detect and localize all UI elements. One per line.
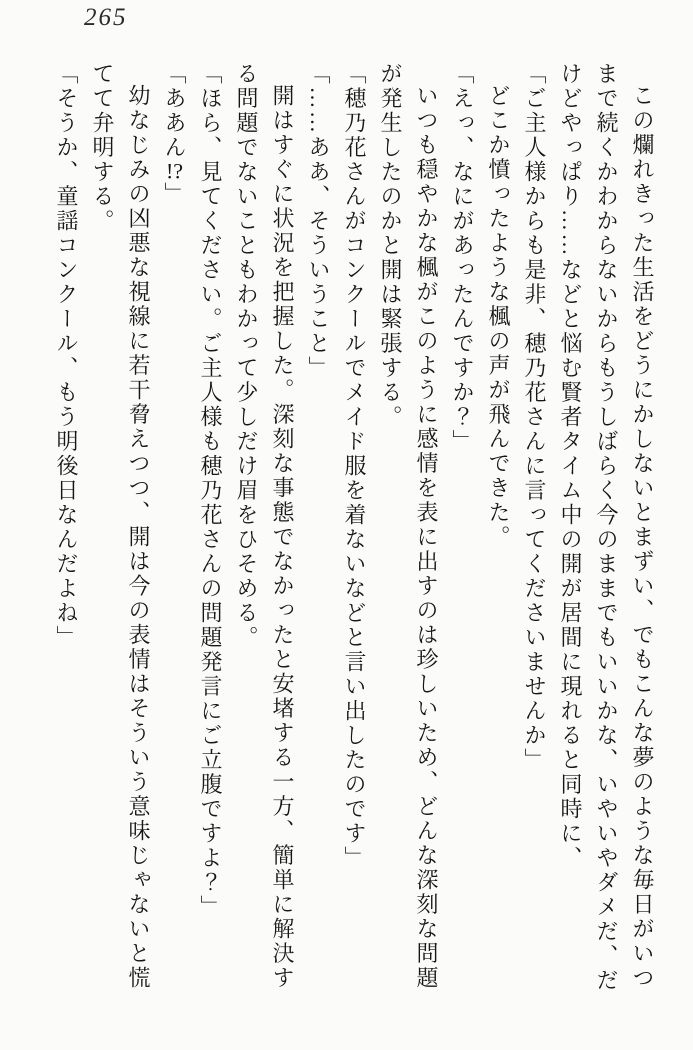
tatechuyoko-interrobang: !? <box>165 160 184 182</box>
paragraph-dialogue: 「……ああ、そういうこと」 <box>306 62 331 381</box>
dialogue-text-pre: 「ああん <box>162 62 187 160</box>
paragraph-narration: 幼なじみの凶悪な視線に若干脅えつつ、開は今の表情はそういう意味じゃないと慌てて弁明する。 <box>90 62 151 991</box>
paragraph-narration: どこか憤ったような楓の声が飛んできた。 <box>486 84 511 550</box>
paragraph-narration: この爛れきった生活をどうにかしないとまずい、でもこんな夢のような毎日がいつまで続くかわからないからもうしばらく今のままでもいいかな、いやいやダメだ、だけどやっぱり……などと悩む賢者タイム中の開が居間に現れると同時に、 <box>558 62 655 993</box>
page-number: 265 <box>84 4 128 31</box>
paragraph-narration: 開はすぐに状況を把握した。深刻な事態でなかったと安堵する一方、簡単に解決する問題でないこともわかって少しだけ眉をひそめる。 <box>234 62 295 991</box>
paragraph-narration: いつも穏やかな楓がこのように感情を表に出すのは珍しいため、どんな深刻な問題が発生したのかと開は緊張する。 <box>378 62 439 991</box>
paragraph-dialogue: 「ほら、見てください。ご主人様も穂乃花さんの問題発言にご立腹ですよ？」 <box>198 62 223 920</box>
paragraph-dialogue <box>156 62 192 996</box>
paragraph-dialogue: 「そうか、童謡コンクール、もう明後日なんだよね」 <box>54 62 79 650</box>
paragraph-dialogue: 「えっ、なにがあったんですか？」 <box>450 62 475 454</box>
paragraph-dialogue: 「穂乃花さんがコンクールでメイド服を着ないなどと言い出したのです」 <box>342 62 367 871</box>
vertical-text-block <box>48 62 660 996</box>
dialogue-text-post: 」 <box>162 182 187 207</box>
paragraph-dialogue: 「ご主人様からも是非、穂乃花さんに言ってくださいませんか」 <box>522 62 547 773</box>
